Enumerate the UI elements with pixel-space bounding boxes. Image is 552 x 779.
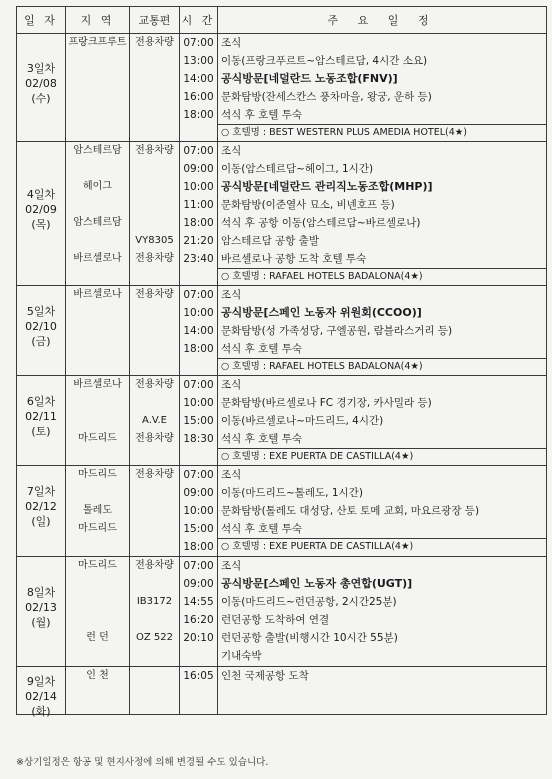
day-date-cell xyxy=(17,466,66,557)
transport-line xyxy=(130,394,179,412)
time-cell xyxy=(180,557,218,667)
header-plan: 주 요 일 정 xyxy=(218,7,547,34)
hotel-line: ○ 호텔명 : RAFAEL HOTELS BADALONA(4★) xyxy=(218,268,546,284)
plan-line: 암스테르담 공항 출발 xyxy=(221,235,319,247)
time-line: 16:00 xyxy=(183,91,214,103)
transport-line: A.V.E xyxy=(142,415,167,426)
day-date: 02/11 xyxy=(25,409,57,423)
plan-line: 문화탐방(바르셀로나 FC 경기장, 카사밀라 등) xyxy=(221,397,432,409)
header-date: 일 자 xyxy=(17,7,66,34)
time-line: 09:00 xyxy=(183,578,214,590)
header-city: 지 역 xyxy=(66,7,130,34)
transport-line: 전용차량 xyxy=(135,145,174,156)
transport-line: IB3172 xyxy=(136,596,173,607)
time-line: 15:00 xyxy=(183,523,214,535)
transport-line: 전용차량 xyxy=(135,560,174,571)
plan-line: 조식 xyxy=(221,560,242,572)
city-line: 마드리드 xyxy=(78,433,117,444)
city-line: 마드리드 xyxy=(78,560,117,571)
day-day: 7일차 xyxy=(26,484,56,498)
time-cell xyxy=(180,142,218,286)
day-row xyxy=(17,376,547,466)
day-weekday: (금) xyxy=(31,334,51,348)
plan-line: 문화탐방(이준열사 묘소, 비넨호프 등) xyxy=(221,199,395,211)
time-cell xyxy=(180,286,218,376)
transport-line: VY8305 xyxy=(135,235,174,246)
time-line: 21:20 xyxy=(183,235,214,247)
official-visit-line: 공식방문[네덜란드 노동조합(FNV)] xyxy=(221,72,398,85)
transport-line: 전용차량 xyxy=(135,433,174,444)
city-line: 프랑크프루트 xyxy=(68,37,127,48)
day-row xyxy=(17,557,547,667)
transport-line: 전용차량 xyxy=(135,253,174,264)
city-line: 바르셀로나 xyxy=(73,253,122,264)
plan-line: 이동(바르셀로나~마드리드, 4시간) xyxy=(221,415,384,427)
time-line: 14:00 xyxy=(183,325,214,337)
plan-line: 바르셀로나 공항 도착 호텔 투숙 xyxy=(221,253,367,265)
day-weekday: (월) xyxy=(31,615,51,629)
plan-line: 기내숙박 xyxy=(221,650,262,662)
transport-cell xyxy=(130,286,180,376)
city-line: 런 던 xyxy=(86,632,109,643)
day-day: 4일차 xyxy=(26,187,56,201)
city-line xyxy=(66,484,129,502)
transport-cell xyxy=(130,34,180,142)
transport-cell xyxy=(130,376,180,466)
day-day: 9일차 xyxy=(26,675,56,688)
city-cell xyxy=(66,142,130,286)
hotel-line: ○ 호텔명 : EXE PUERTA DE CASTILLA(4★) xyxy=(218,448,546,464)
city-line: 헤이그 xyxy=(83,181,112,192)
day-row xyxy=(17,286,547,376)
time-line: 15:00 xyxy=(183,415,214,427)
time-line: 07:00 xyxy=(183,145,214,157)
official-visit-line: 공식방문[스페인 노동자 위원회(CCOO)] xyxy=(221,306,422,319)
transport-line xyxy=(130,196,179,214)
header-row xyxy=(17,7,547,34)
plan-line: 런던공항 도착하여 연결 xyxy=(221,614,330,626)
plan-line: 이동(프랑크푸르트~암스테르담, 4시간 소요) xyxy=(221,55,428,67)
day-weekday: (목) xyxy=(31,217,51,231)
plan-cell xyxy=(218,286,547,376)
plan-cell xyxy=(218,34,547,142)
time-line: 09:00 xyxy=(183,163,214,175)
time-line: 07:00 xyxy=(183,37,214,49)
city-line xyxy=(66,611,129,629)
plan-line: 조식 xyxy=(221,469,242,481)
transport-line xyxy=(130,214,179,232)
day-day: 8일차 xyxy=(26,585,56,599)
time-cell xyxy=(180,466,218,557)
time-line: 16:20 xyxy=(183,614,214,626)
city-line xyxy=(66,575,129,593)
time-line: 10:00 xyxy=(183,505,214,517)
day-date-cell xyxy=(17,286,66,376)
city-cell xyxy=(66,466,130,557)
plan-line: 런던공항 출발(비행시간 10시간 55분) xyxy=(221,632,398,644)
day-date: 02/14 xyxy=(25,690,57,703)
time-cell xyxy=(180,376,218,466)
time-line: 18:00 xyxy=(183,541,214,553)
day-day: 6일차 xyxy=(26,394,56,408)
day-weekday: (화) xyxy=(31,705,51,718)
itinerary-table xyxy=(16,6,547,718)
city-line xyxy=(66,412,129,430)
transport-line: OZ 522 xyxy=(136,632,173,643)
city-line xyxy=(66,232,129,250)
hotel-line: ○ 호텔명 : EXE PUERTA DE CASTILLA(4★) xyxy=(218,538,546,554)
plan-line: 석식 후 호텔 투숙 xyxy=(221,433,303,445)
time-line: 10:00 xyxy=(183,397,214,409)
time-line: 09:00 xyxy=(183,487,214,499)
day-row xyxy=(17,34,547,142)
plan-line: 조식 xyxy=(221,37,242,49)
time-line: 18:30 xyxy=(183,433,214,445)
city-cell xyxy=(66,286,130,376)
transport-cell xyxy=(130,667,180,715)
city-line: 마드리드 xyxy=(78,523,117,534)
transport-cell xyxy=(130,142,180,286)
plan-line: 석식 후 공항 이동(암스테르담~바르셀로나) xyxy=(221,217,421,229)
time-line: 14:55 xyxy=(183,596,214,608)
transport-line: 전용차량 xyxy=(135,469,174,480)
city-line: 톨레도 xyxy=(83,505,112,516)
plan-line: 문화탐방(성 가족성당, 구엘공원, 람블라스거리 등) xyxy=(221,325,453,337)
transport-line: 전용차량 xyxy=(135,379,174,390)
time-line: 07:00 xyxy=(183,560,214,572)
city-line: 암스테르담 xyxy=(73,217,122,228)
time-line: 07:00 xyxy=(183,469,214,481)
plan-line: 문화탐방(톨레도 대성당, 산토 토메 교회, 마요르광장 등) xyxy=(221,505,480,517)
city-line: 인 천 xyxy=(86,670,109,681)
day-date: 02/08 xyxy=(25,76,57,90)
plan-cell xyxy=(218,466,547,557)
city-line: 바르셀로나 xyxy=(73,379,122,390)
time-line: 07:00 xyxy=(183,379,214,391)
day-day: 5일차 xyxy=(26,304,56,318)
plan-line: 조식 xyxy=(221,145,242,157)
day-weekday: (토) xyxy=(31,424,51,438)
time-line: 14:00 xyxy=(183,73,214,85)
plan-line: 문화탐방(잔세스칸스 풍차마을, 왕궁, 운하 등) xyxy=(221,91,432,103)
city-line xyxy=(66,593,129,611)
time-line: 23:40 xyxy=(183,253,214,265)
transport-line xyxy=(130,575,179,593)
time-line: 18:00 xyxy=(183,343,214,355)
plan-line: 인천 국제공항 도착 xyxy=(221,670,309,682)
plan-cell xyxy=(218,376,547,466)
day-date-cell xyxy=(17,376,66,466)
plan-line: 이동(마드리드~톨레도, 1시간) xyxy=(221,487,363,499)
city-line: 마드리드 xyxy=(78,469,117,480)
day-date-cell xyxy=(17,142,66,286)
day-weekday: (일) xyxy=(31,514,51,528)
plan-line: 석식 후 호텔 투숙 xyxy=(221,343,303,355)
plan-line: 조식 xyxy=(221,379,242,391)
city-cell xyxy=(66,667,130,715)
day-date: 02/10 xyxy=(25,319,57,333)
plan-line: 이동(마드리드~런던공항, 2시간25분) xyxy=(221,596,397,608)
day-date-cell xyxy=(17,34,66,142)
plan-line: 석식 후 호텔 투숙 xyxy=(221,523,303,535)
plan-line: 석식 후 호텔 투숙 xyxy=(221,109,303,121)
city-line: 바르셀로나 xyxy=(73,289,122,300)
day-row xyxy=(17,466,547,557)
plan-line: 이동(암스테르담~헤이그, 1시간) xyxy=(221,163,374,175)
time-line: 07:00 xyxy=(183,289,214,301)
time-line: 11:00 xyxy=(183,199,214,211)
time-line: 10:00 xyxy=(183,181,214,193)
city-line xyxy=(66,394,129,412)
header-time: 시 간 xyxy=(180,7,218,34)
transport-line: 전용차량 xyxy=(135,289,174,300)
day-row xyxy=(17,142,547,286)
day-date: 02/09 xyxy=(25,202,57,216)
day-date: 02/12 xyxy=(25,499,57,513)
city-line: 암스테르담 xyxy=(73,145,122,156)
time-cell xyxy=(180,34,218,142)
day-date: 02/13 xyxy=(25,600,57,614)
official-visit-line: 공식방문[네덜란드 관리직노동조합(MHP)] xyxy=(221,180,433,193)
transport-cell xyxy=(130,557,180,667)
time-line: 20:10 xyxy=(183,632,214,644)
time-line: 10:00 xyxy=(183,307,214,319)
time-cell xyxy=(180,667,218,715)
city-line xyxy=(66,196,129,214)
transport-line xyxy=(130,178,179,196)
transport-line: 전용차량 xyxy=(135,37,174,48)
plan-cell xyxy=(218,667,547,715)
day-row xyxy=(17,667,547,715)
official-visit-line: 공식방문[스페인 노동자 총연합(UGT)] xyxy=(221,577,413,590)
day-day: 3일차 xyxy=(26,61,56,75)
plan-cell xyxy=(218,142,547,286)
time-line: 16:05 xyxy=(183,670,214,682)
day-date-cell xyxy=(17,557,66,667)
plan-cell xyxy=(218,557,547,667)
transport-line xyxy=(130,160,179,178)
time-line: 18:00 xyxy=(183,217,214,229)
hotel-line: ○ 호텔명 : RAFAEL HOTELS BADALONA(4★) xyxy=(218,358,546,374)
city-cell xyxy=(66,376,130,466)
day-date-cell xyxy=(17,667,66,718)
time-line: 13:00 xyxy=(183,55,214,67)
header-transport: 교통편 xyxy=(130,7,180,34)
hotel-line: ○ 호텔명 : BEST WESTERN PLUS AMEDIA HOTEL(4★) xyxy=(218,124,546,140)
plan-line: 조식 xyxy=(221,289,242,301)
city-cell xyxy=(66,34,130,142)
city-line xyxy=(66,160,129,178)
city-cell xyxy=(66,557,130,667)
time-line: 18:00 xyxy=(183,109,214,121)
transport-cell xyxy=(130,466,180,557)
day-weekday: (수) xyxy=(31,91,51,105)
transport-line xyxy=(130,611,179,629)
footnote: ※상기일정은 항공 및 현지사정에 의해 변경될 수도 있습니다. xyxy=(16,757,269,768)
